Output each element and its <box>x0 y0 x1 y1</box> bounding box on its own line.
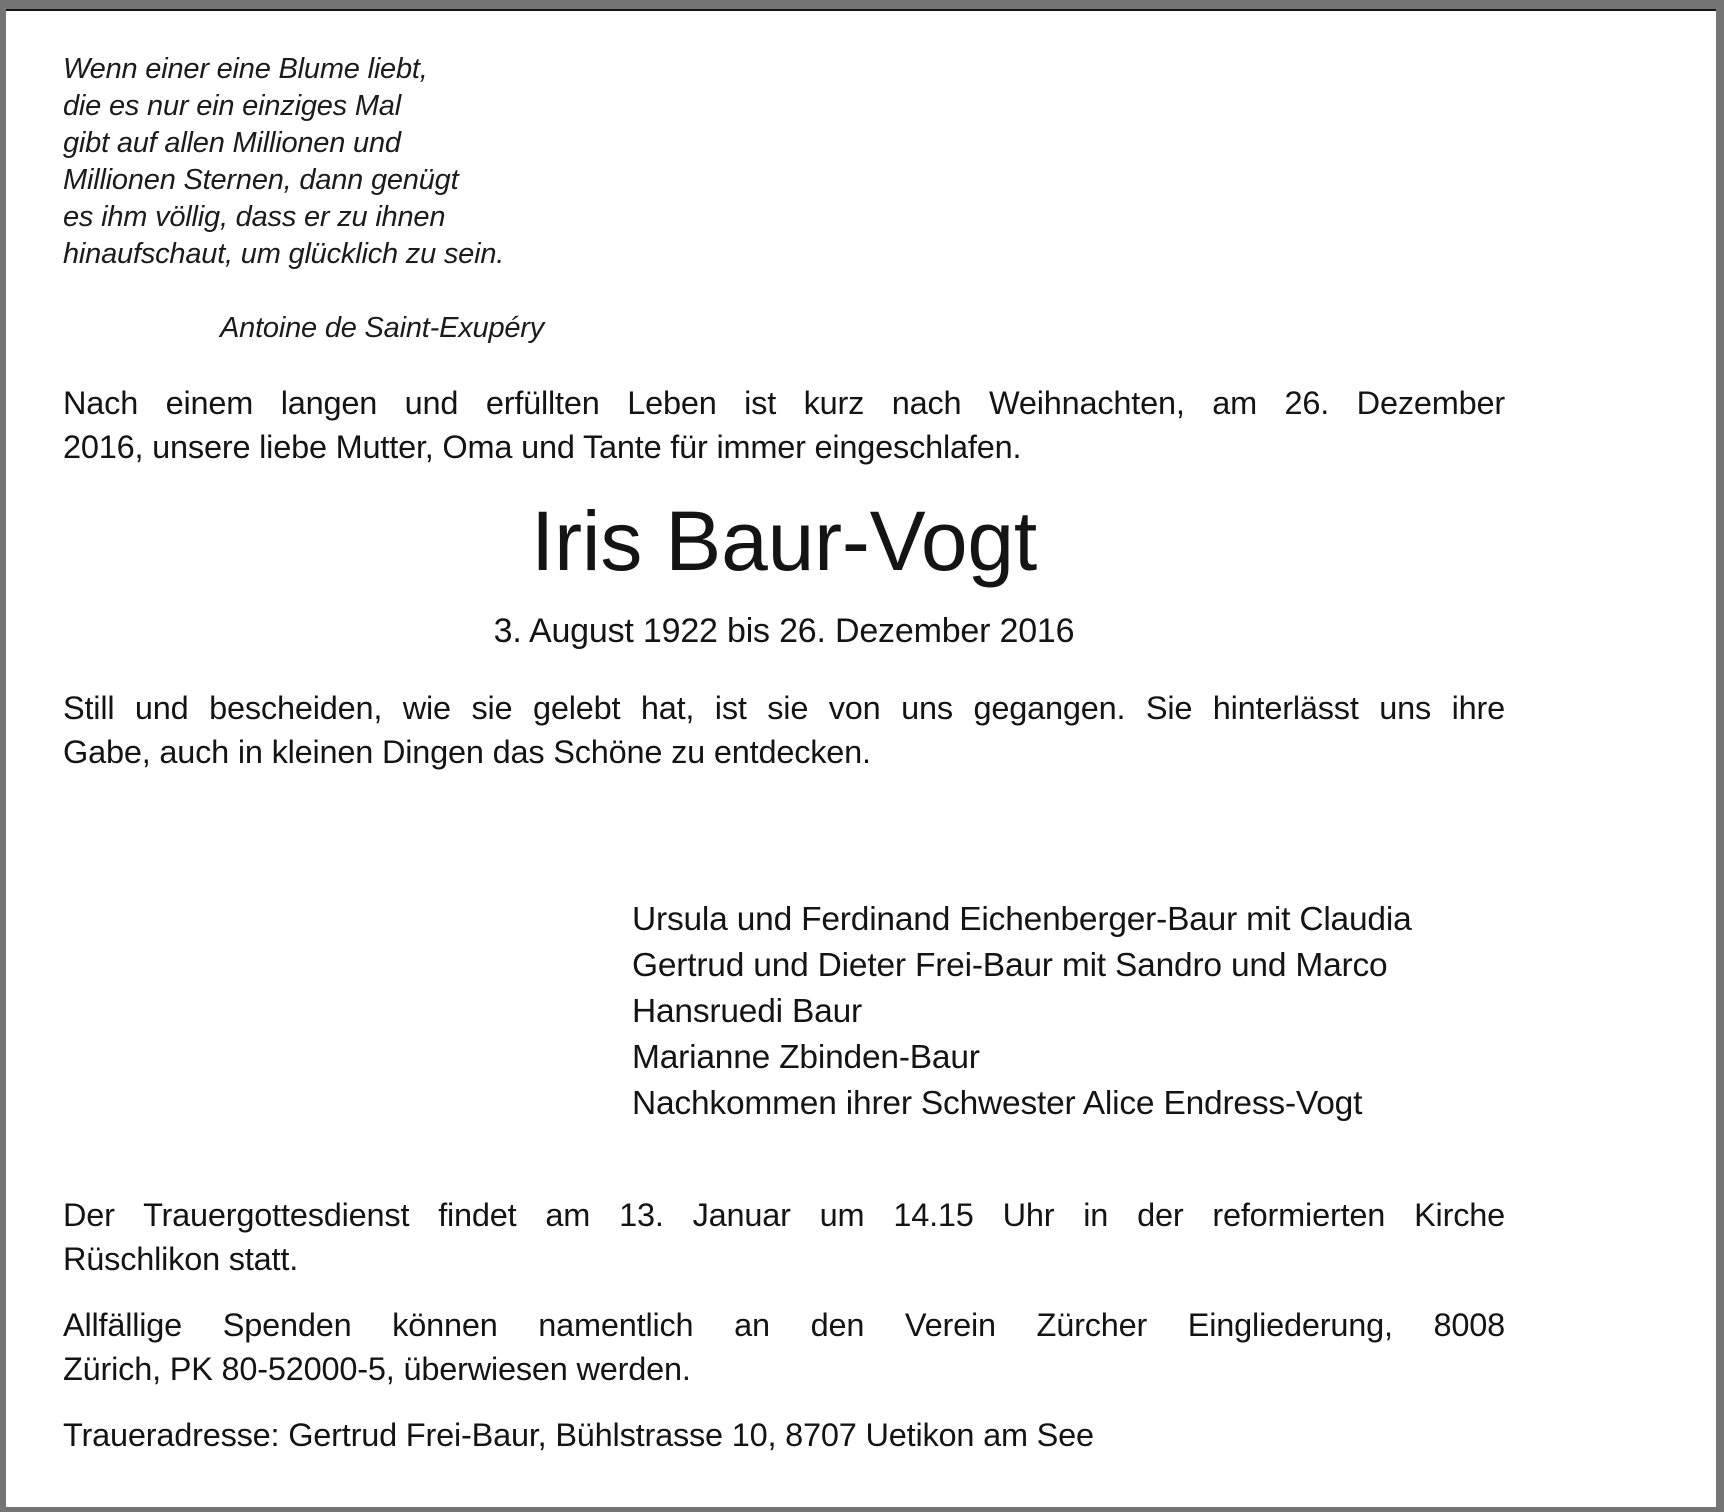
mourner-line: Nachkommen ihrer Schwester Alice Endress-Vogt <box>632 1085 1363 1122</box>
obituary-notice <box>6 9 1716 1507</box>
quote-line: Wenn einer eine Blume liebt, <box>63 53 428 85</box>
mourner-line: Gertrud und Dieter Frei-Baur mit Sandro und Marco <box>632 947 1388 984</box>
donations-line: Zürich, PK 80-52000-5, überwiesen werden. <box>63 1351 691 1387</box>
quote-line: gibt auf allen Millionen und <box>63 127 401 159</box>
tribute-paragraph <box>63 686 1505 774</box>
mourners-list <box>632 897 1412 1127</box>
quote-line: es ihm völlig, dass er zu ihnen <box>63 201 446 233</box>
intro-line: Nach einem langen und erfüllten Leben ist kurz nach Weihnachten, am 26. Dezember <box>63 385 1505 421</box>
intro-line: 2016, unsere liebe Mutter, Oma und Tante für immer eingeschlafen. <box>63 429 1022 465</box>
quote-attribution: Antoine de Saint-Exupéry <box>220 312 545 344</box>
mourner-line: Ursula und Ferdinand Eichenberger-Baur mit Claudia <box>632 901 1412 938</box>
deceased-name: Iris Baur-Vogt <box>530 494 1038 588</box>
tribute-line: Still und bescheiden, wie sie gelebt hat, ist sie von uns gegangen. Sie hinterlässt uns ihre <box>63 690 1505 726</box>
donations-paragraph <box>63 1303 1505 1391</box>
quote-line: hinaufschaut, um glücklich zu sein. <box>63 238 505 270</box>
intro-paragraph <box>63 381 1505 469</box>
service-paragraph <box>63 1193 1505 1281</box>
mourning-address: Traueradresse: Gertrud Frei-Baur, Bühlstrasse 10, 8707 Uetikon am See <box>63 1417 1094 1453</box>
mourner-line: Hansruedi Baur <box>632 993 862 1030</box>
quote-line: Millionen Sternen, dann genügt <box>63 164 459 196</box>
quote-line: die es nur ein einziges Mal <box>63 90 401 122</box>
donations-line: Allfällige Spenden können namentlich an den Verein Zürcher Eingliederung, 8008 <box>63 1307 1505 1343</box>
service-line: Rüschlikon statt. <box>63 1241 299 1277</box>
life-dates: 3. August 1922 bis 26. Dezember 2016 <box>493 612 1075 650</box>
service-line: Der Trauergottesdienst findet am 13. Januar um 14.15 Uhr in der reformierten Kirche <box>63 1197 1505 1233</box>
quote-block <box>63 51 504 273</box>
mourner-line: Marianne Zbinden-Baur <box>632 1039 980 1076</box>
tribute-line: Gabe, auch in kleinen Dingen das Schöne zu entdecken. <box>63 734 871 770</box>
